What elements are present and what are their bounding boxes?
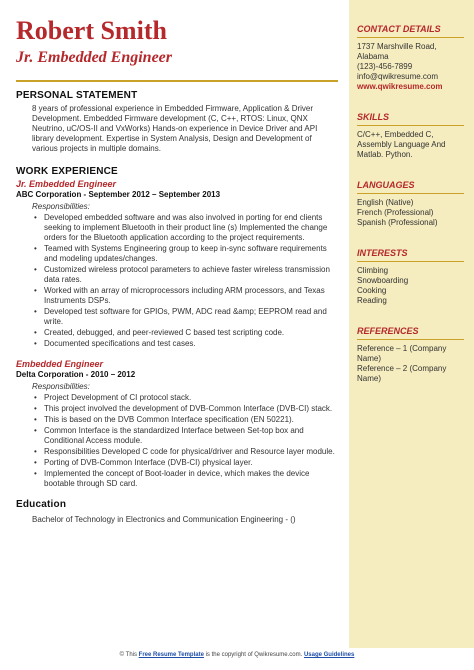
skills-text: C/C++, Embedded C, Assembly Language And Matlab. Python. [357, 130, 446, 159]
sidebar [349, 0, 474, 648]
list-item: • Responsibilities Developed C code for physical/driver and Resource layer module. [32, 447, 338, 457]
list-item: • Developed test software for GPIOs, PWM, ADC read &amp; EEPROM read and write. [32, 307, 338, 327]
contact-address-line2: Alabama [357, 52, 389, 61]
list-item: • Teamed with Systems Engineering group to keep in-sync software requirements and modeling updates/changes. [32, 244, 338, 264]
work-experience-heading: WORK EXPERIENCE [16, 166, 118, 177]
interest-item: Cooking [357, 286, 387, 295]
references-heading: REFERENCES [357, 326, 464, 340]
job-entry [16, 359, 338, 489]
personal-statement-heading: PERSONAL STATEMENT [16, 90, 138, 101]
references-section [357, 326, 464, 384]
job-title: Embedded Engineer [16, 359, 104, 369]
interests-heading: INTERESTS [357, 248, 464, 262]
job-title: Jr. Embedded Engineer [16, 179, 117, 189]
contact-address-line1: 1737 Marshville Road, [357, 42, 437, 51]
footer-copyright-text: is the copyright of Qwikresume.com. [205, 652, 303, 658]
education-text: Bachelor of Technology in Electronics and Communication Engineering - () [32, 515, 296, 524]
candidate-name: Robert Smith [16, 16, 167, 45]
languages-section [357, 180, 464, 228]
language-item: Spanish (Professional) [357, 218, 438, 227]
list-item: • Documented specifications and test cases. [32, 339, 338, 349]
interest-item: Snowboarding [357, 276, 409, 285]
list-item: • Worked with an array of microprocessors including ARM processors, and Texas Instruments DSPs. [32, 286, 338, 306]
footer-prefix: © This [119, 652, 137, 658]
skills-heading: SKILLS [357, 112, 464, 126]
responsibilities-list [16, 393, 338, 489]
contact-section [357, 24, 464, 92]
reference-item: Reference – 1 (Company Name) [357, 344, 447, 363]
languages-heading: LANGUAGES [357, 180, 464, 194]
interest-item: Climbing [357, 266, 389, 275]
job-entry [16, 179, 338, 349]
list-item: • Developed embedded software and was also involved in porting for end clients seeking to implement Bluetooth in their product line (s) Implemented the change orders for the Bluetooth application according to the project requirements. [32, 213, 338, 243]
interests-section [357, 248, 464, 306]
personal-statement-text: 8 years of professional experience in Embedded Firmware, Application & Driver Development. Embedded Firmware development (C, C++, RTOS: Linux, QNX Neutrino, uC/OS-II and VxWorks) Hands-on experience in Device Driver and API library development. Expertise in System Analysis, Design and Development of various projects in multiple domains. [32, 104, 318, 153]
responsibilities-label: Responsibilities: [32, 382, 90, 391]
list-item: • This project involved the development of DVB-Common Interface (DVB-CI) stack. [32, 404, 338, 414]
candidate-title: Jr. Embedded Engineer [16, 49, 173, 66]
contact-website[interactable]: www.qwikresume.com [357, 82, 443, 91]
list-item: • Created, debugged, and peer-reviewed C based test scripting code. [32, 328, 338, 338]
interest-item: Reading [357, 296, 387, 305]
skills-section [357, 112, 464, 160]
main-column [16, 16, 338, 525]
footer [0, 652, 474, 658]
header-divider [16, 80, 338, 82]
contact-heading: CONTACT DETAILS [357, 24, 464, 38]
job-company: Delta Corporation - 2010 – 2012 [16, 370, 136, 379]
contact-phone: (123)-456-7899 [357, 62, 413, 71]
list-item: • Customized wireless protocol parameters to achieve faster wireless transmission data rates. [32, 265, 338, 285]
language-item: French (Professional) [357, 208, 434, 217]
responsibilities-label: Responsibilities: [32, 202, 90, 211]
list-item: • Porting of DVB-Common Interface (DVB-CI) physical layer. [32, 458, 338, 468]
job-company: ABC Corporation - September 2012 – September 2013 [16, 190, 221, 199]
reference-item: Reference – 2 (Company Name) [357, 364, 447, 383]
free-resume-template-link[interactable]: Free Resume Template [138, 652, 204, 658]
language-item: English (Native) [357, 198, 414, 207]
education-heading: Education [16, 499, 67, 510]
usage-guidelines-link[interactable]: Usage Guidelines [303, 652, 355, 658]
contact-email[interactable]: info@qwikresume.com [357, 72, 439, 81]
responsibilities-list [16, 213, 338, 349]
list-item: • Implemented the concept of Boot-loader in device, which makes the device bootable through SD card. [32, 469, 338, 489]
list-item: • Project Development of CI protocol stack. [32, 393, 338, 403]
list-item: • Common Interface is the standardized Interface between Set-top box and Conditional Access module. [32, 426, 338, 446]
list-item: • This is based on the DVB Common Interface specification (EN 50221). [32, 415, 338, 425]
